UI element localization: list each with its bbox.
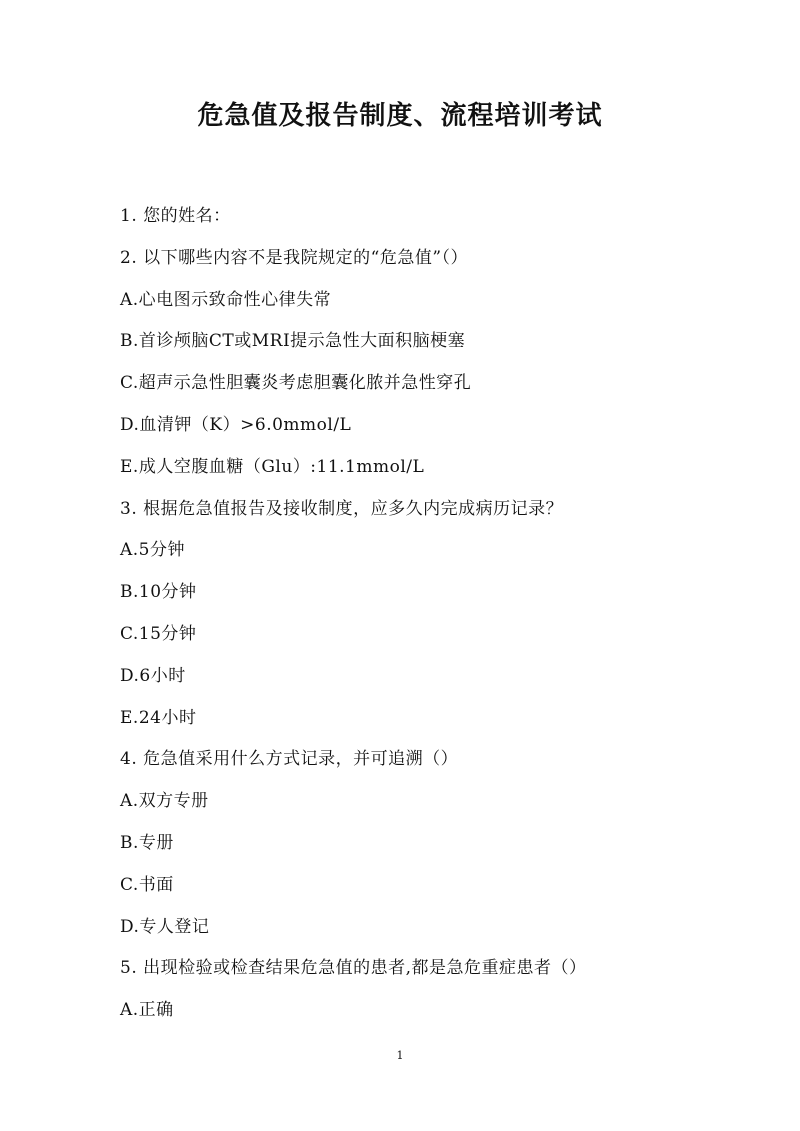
question-3-option-b: B.10分钟 <box>120 582 197 603</box>
question-2-option-b: B.首诊颅脑CT或MRI提示急性大面积脑梗塞 <box>120 331 466 352</box>
question-3-option-a: A.5分钟 <box>120 540 185 561</box>
question-4-option-a: A.双方专册 <box>120 791 209 812</box>
question-5-option-a: A.正确 <box>120 1000 174 1021</box>
page-title: 危急值及报告制度、流程培训考试 <box>197 101 603 131</box>
page-number: 1 <box>396 1049 404 1062</box>
question-2-option-d: D.血清钾（K）>6.0mmol/L <box>120 414 352 435</box>
question-5: 5. 出现检验或检查结果危急值的患者,都是急危重症患者（） <box>120 958 587 979</box>
question-2: 2. 以下哪些内容不是我院规定的“危急值”（） <box>120 247 469 268</box>
question-2-option-a: A.心电图示致命性心律失常 <box>120 289 332 310</box>
question-3-option-d: D.6小时 <box>120 665 186 686</box>
question-1-name: 1. 您的姓名： <box>120 206 231 226</box>
question-3-option-c: C.15分钟 <box>120 623 197 644</box>
question-4: 4. 危急值采用什么方式记录，并可追溯（） <box>120 749 459 770</box>
question-2-option-e: E.成人空腹血糖（Glu）:11.1mmol/L <box>120 456 425 477</box>
question-4-option-b: B.专册 <box>120 832 174 853</box>
question-4-option-c: C.书面 <box>120 874 174 895</box>
question-4-option-d: D.专人登记 <box>120 916 210 937</box>
question-3-option-e: E.24小时 <box>120 707 197 728</box>
document-body <box>120 196 740 1032</box>
question-3: 3. 根据危急值报告及接收制度，应多久内完成病历记录？ <box>120 498 564 519</box>
question-2-option-c: C.超声示急性胆囊炎考虑胆囊化脓并急性穿孔 <box>120 373 472 394</box>
